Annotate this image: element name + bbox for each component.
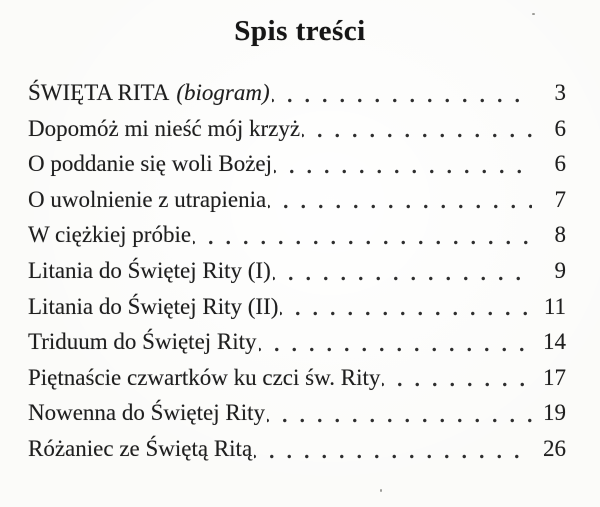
- dot-leader: [273, 253, 532, 289]
- toc-entry-page-number: 8: [554, 222, 566, 248]
- toc-entry-title: Różaniec ze Świętą Ritą: [28, 435, 253, 461]
- toc-entry: [28, 431, 566, 467]
- toc-entry-page-number: 6: [554, 151, 566, 177]
- toc-entry: [28, 217, 566, 253]
- toc-entry-title: O uwolnienie z utrapienia: [28, 186, 267, 212]
- toc-entry-page-number: 7: [554, 186, 566, 212]
- toc-entry: [28, 324, 566, 360]
- dot-leader: [302, 111, 532, 147]
- dot-leader: [272, 75, 532, 111]
- toc-entry-title: ŚWIĘTA RITA: [28, 80, 170, 105]
- dot-leader: [280, 289, 532, 325]
- toc-entry: [28, 111, 566, 147]
- toc-entry-title: Litania do Świętej Rity (II): [28, 293, 279, 319]
- toc-entry-page-number: 9: [554, 257, 566, 283]
- toc-entry: [28, 146, 566, 182]
- toc-entry-title: W ciężkiej próbie: [28, 222, 192, 248]
- toc-entry-page-number: 11: [543, 293, 566, 319]
- scan-speck: [532, 13, 535, 15]
- toc-entry: [28, 360, 566, 396]
- dot-leader: [267, 395, 532, 431]
- toc-entry-page-number: 14: [543, 329, 566, 355]
- dot-leader: [268, 182, 532, 218]
- dot-leader: [274, 146, 532, 182]
- toc-entry-page-number: 26: [543, 435, 566, 461]
- toc-entry-title: Triduum do Świętej Rity: [28, 329, 257, 355]
- toc-entry: [28, 289, 566, 325]
- toc-entry-title: Nowenna do Świętej Rity: [28, 400, 265, 426]
- toc-entry-subtitle: (biogram): [176, 80, 270, 105]
- toc-entry: [28, 182, 566, 218]
- dot-leader: [254, 431, 532, 467]
- toc-entry: [28, 75, 566, 111]
- toc-entry-title: Dopomóż mi nieść mój krzyż: [28, 115, 301, 141]
- page-title: Spis treści: [234, 15, 366, 47]
- toc-entry-title: Piętnaście czwartków ku czci św. Rity: [28, 364, 381, 390]
- toc-entry-page-number: 6: [554, 115, 566, 141]
- dot-leader: [382, 360, 532, 396]
- toc-entry-title: Litania do Świętej Rity (I): [28, 257, 271, 283]
- toc-entry-title: O poddanie się woli Bożej: [28, 151, 273, 177]
- toc-entry: [28, 253, 566, 289]
- toc-entry-page-number: 19: [543, 400, 566, 426]
- scan-speck: [380, 489, 382, 492]
- toc-entry: [28, 395, 566, 431]
- dot-leader: [259, 324, 532, 360]
- toc-entry-page-number: 17: [543, 364, 566, 390]
- toc-entry-page-number: 3: [554, 80, 566, 105]
- dot-leader: [193, 217, 532, 253]
- table-of-contents: [28, 75, 566, 467]
